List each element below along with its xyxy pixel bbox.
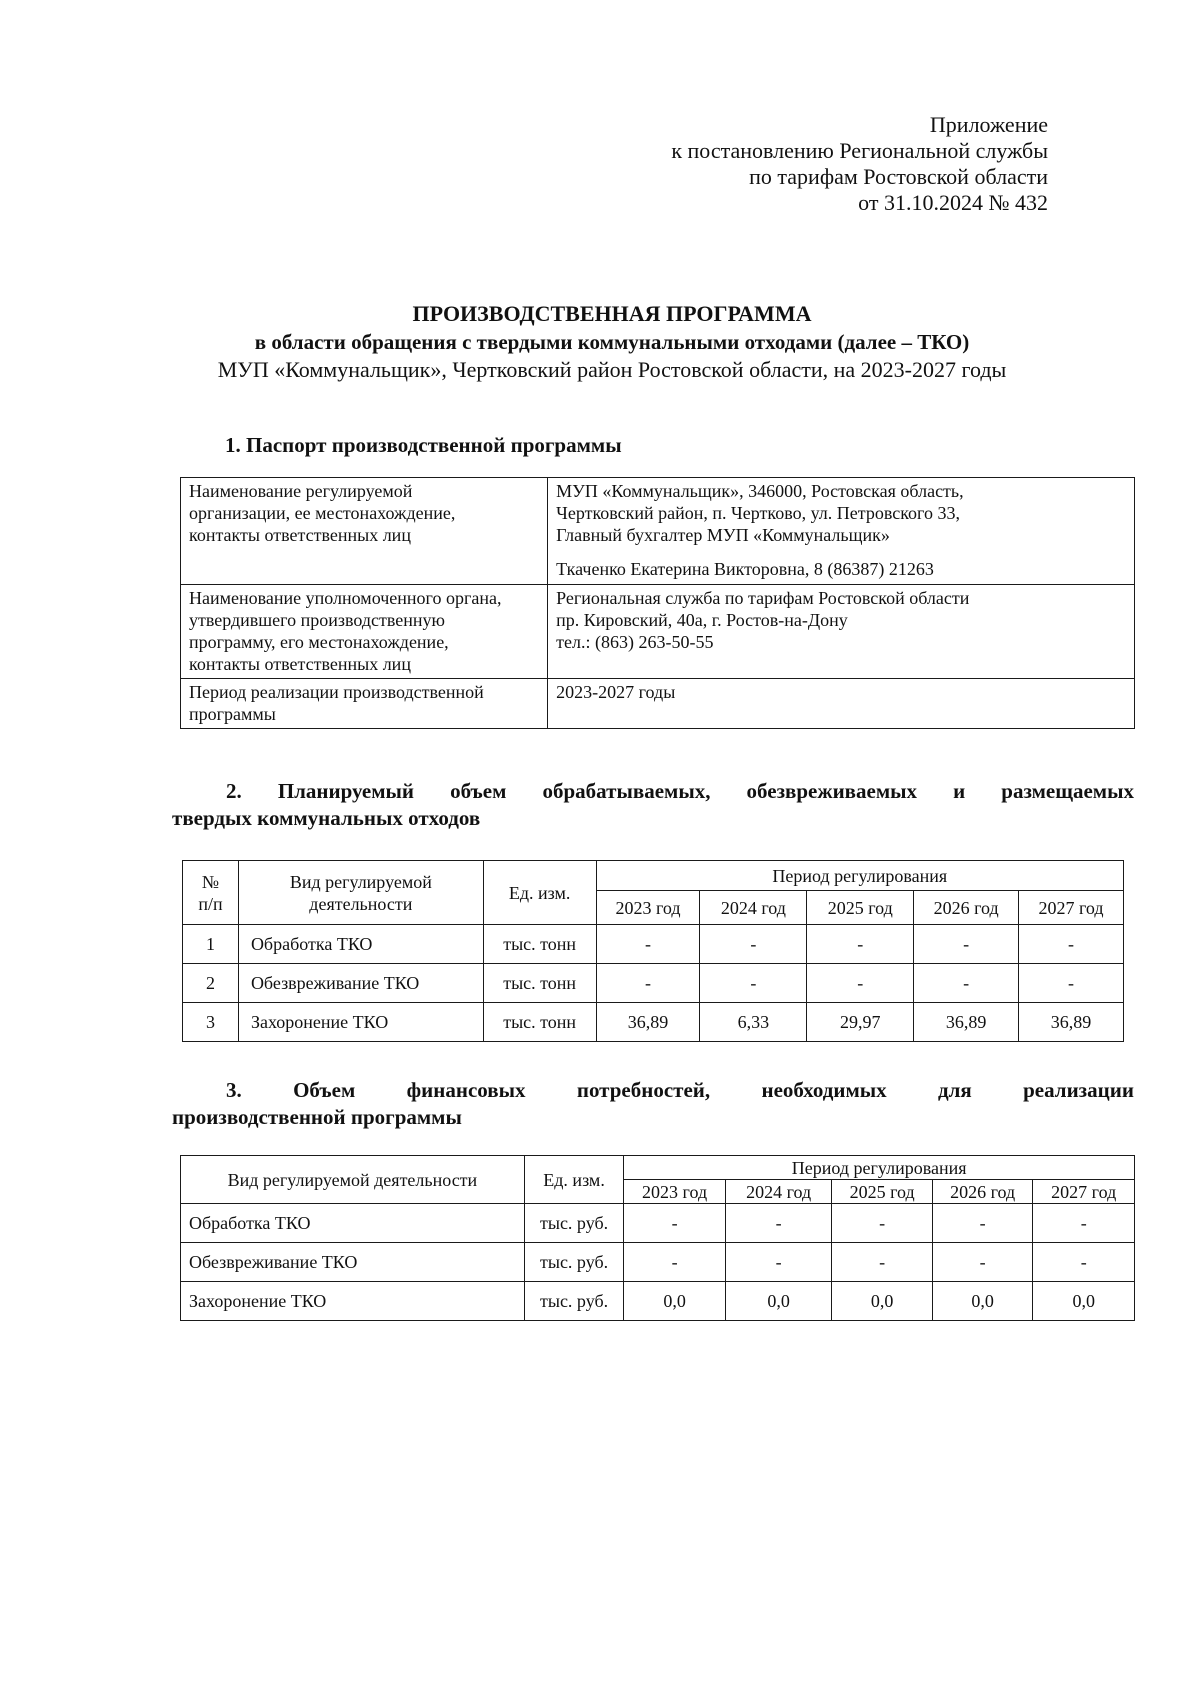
header-year: 2027 год	[1033, 1180, 1135, 1204]
cell-value: -	[807, 964, 914, 1003]
heading-word: 2.	[226, 779, 242, 803]
cell-value: -	[1019, 925, 1124, 964]
appendix-line: к постановлению Региональной службы	[671, 138, 1048, 163]
title-line-3: МУП «Коммунальщик», Чертковский район Ростовской области, на 2023-2027 годы	[217, 357, 1007, 382]
heading-word: обезвреживаемых	[746, 779, 918, 803]
cell-unit: тыс. тонн	[483, 964, 596, 1003]
cell-value: -	[914, 964, 1019, 1003]
table-row	[183, 1003, 1124, 1042]
cell-num: 1	[183, 925, 239, 964]
passport-value-cell	[548, 679, 1135, 729]
table-header-row	[181, 1156, 1135, 1180]
cell-value: -	[700, 964, 807, 1003]
appendix-header	[488, 112, 1048, 216]
heading-word: финансовых	[406, 1078, 526, 1102]
cell-line: Ткаченко Екатерина Викторовна, 8 (86387) 21263	[556, 559, 934, 579]
cell-activity: Обезвреживание ТКО	[181, 1243, 525, 1282]
cell-unit: тыс. руб.	[524, 1282, 624, 1321]
cell-unit: тыс. руб.	[524, 1243, 624, 1282]
title-line-2: в области обращения с твердыми коммунальными отходами (далее – ТКО)	[254, 330, 970, 354]
cell-value: 29,97	[807, 1003, 914, 1042]
cell-value: -	[932, 1243, 1033, 1282]
cell-value: -	[1019, 964, 1124, 1003]
table-row	[181, 679, 1135, 729]
cell-line: утвердившего производственную	[189, 610, 445, 630]
appendix-line: Приложение	[929, 112, 1048, 137]
table-row	[181, 1204, 1135, 1243]
header-unit: Ед. изм.	[483, 861, 596, 925]
cell-line: МУП «Коммунальщик», 346000, Ростовская область,	[556, 481, 964, 501]
cell-value: 36,89	[1019, 1003, 1124, 1042]
cell-activity: Захоронение ТКО	[238, 1003, 483, 1042]
title-line-1: ПРОИЗВОДСТВЕННАЯ ПРОГРАММА	[412, 301, 812, 326]
header-year: 2026 год	[914, 891, 1019, 925]
table-row	[181, 1243, 1135, 1282]
cell-line: организации, ее местонахождение,	[189, 503, 456, 523]
cell-value: 36,89	[914, 1003, 1019, 1042]
passport-label-cell	[181, 679, 548, 729]
heading-word: объем	[450, 779, 507, 803]
heading-line-1	[172, 1077, 1134, 1104]
cell-value: 0,0	[1033, 1282, 1135, 1321]
cell-line: Региональная служба по тарифам Ростовской области	[556, 588, 970, 608]
cell-line: контакты ответственных лиц	[189, 654, 411, 674]
header-activity: Вид регулируемой деятельности	[181, 1156, 525, 1204]
cell-activity: Обезвреживание ТКО	[238, 964, 483, 1003]
cell-line: 2023-2027 годы	[556, 682, 676, 702]
heading-word: реализации	[1023, 1078, 1134, 1102]
header-year: 2023 год	[624, 1180, 726, 1204]
header-text: п/п	[198, 893, 223, 914]
cell-value: -	[596, 925, 700, 964]
header-year: 2024 год	[700, 891, 807, 925]
header-num	[183, 861, 239, 925]
cell-line: тел.: (863) 263-50-55	[556, 632, 714, 652]
cell-value: 36,89	[596, 1003, 700, 1042]
header-period: Период регулирования	[624, 1156, 1135, 1180]
cell-activity: Обработка ТКО	[238, 925, 483, 964]
header-year: 2027 год	[1019, 891, 1124, 925]
cell-value: -	[832, 1204, 933, 1243]
cell-line: Наименование регулируемой	[189, 481, 413, 501]
cell-line: пр. Кировский, 40а, г. Ростов-на-Дону	[556, 610, 848, 630]
heading-word: для	[937, 1078, 972, 1102]
cell-value: 0,0	[932, 1282, 1033, 1321]
appendix-line: от 31.10.2024 № 432	[858, 190, 1048, 215]
cell-value: 0,0	[624, 1282, 726, 1321]
heading-word: 3.	[226, 1078, 242, 1102]
header-year: 2025 год	[832, 1180, 933, 1204]
cell-value: 0,0	[725, 1282, 832, 1321]
header-year: 2023 год	[596, 891, 700, 925]
passport-label-cell	[181, 478, 548, 585]
cell-value: -	[932, 1204, 1033, 1243]
passport-value-cell	[548, 585, 1135, 679]
header-period: Период регулирования	[596, 861, 1123, 891]
cell-line: Период реализации производственной	[189, 682, 484, 702]
section-2-heading	[172, 778, 1134, 832]
heading-line-2: твердых коммунальных отходов	[172, 806, 481, 830]
cell-value: -	[596, 964, 700, 1003]
cell-value: -	[1033, 1243, 1135, 1282]
header-year: 2025 год	[807, 891, 914, 925]
cell-line: Чертковский район, п. Чертково, ул. Петровского 33,	[556, 503, 960, 523]
heading-line-2: производственной программы	[172, 1105, 462, 1129]
cell-value: -	[807, 925, 914, 964]
table-row	[183, 964, 1124, 1003]
cell-unit: тыс. тонн	[483, 925, 596, 964]
cell-value: -	[725, 1243, 832, 1282]
heading-line-1	[172, 778, 1134, 805]
heading-word: потребностей,	[576, 1078, 711, 1102]
heading-word: и	[953, 779, 966, 803]
table-row	[181, 1282, 1135, 1321]
cell-line: программу, его местонахождение,	[189, 632, 449, 652]
cell-activity: Захоронение ТКО	[181, 1282, 525, 1321]
cell-unit: тыс. тонн	[483, 1003, 596, 1042]
cell-num: 2	[183, 964, 239, 1003]
passport-table	[180, 477, 1135, 729]
table-row	[181, 585, 1135, 679]
heading-word: обрабатываемых,	[542, 779, 711, 803]
table-header-row	[183, 861, 1124, 891]
heading-word: Объем	[293, 1078, 356, 1102]
heading-word: необходимых	[761, 1078, 887, 1102]
document-title	[172, 300, 1052, 384]
cell-value: -	[700, 925, 807, 964]
cell-line: Главный бухгалтер МУП «Коммунальщик»	[556, 525, 890, 545]
cell-value: -	[624, 1243, 726, 1282]
cell-activity: Обработка ТКО	[181, 1204, 525, 1243]
cell-num: 3	[183, 1003, 239, 1042]
table-row	[183, 925, 1124, 964]
cell-line: Наименование уполномоченного органа,	[189, 588, 502, 608]
appendix-line: по тарифам Ростовской области	[749, 164, 1048, 189]
cell-unit: тыс. руб.	[524, 1204, 624, 1243]
volume-table	[182, 860, 1124, 1042]
header-text: Вид регулируемой	[289, 871, 432, 892]
header-text: деятельности	[309, 893, 413, 914]
header-text: №	[201, 871, 220, 892]
cell-value: -	[832, 1243, 933, 1282]
cell-value: -	[725, 1204, 832, 1243]
header-year: 2024 год	[725, 1180, 832, 1204]
section-3-heading	[172, 1077, 1134, 1131]
cell-value: -	[1033, 1204, 1135, 1243]
heading-word: размещаемых	[1001, 779, 1134, 803]
passport-value-cell	[548, 478, 1135, 585]
header-activity	[238, 861, 483, 925]
section-1-heading: 1. Паспорт производственной программы	[225, 433, 622, 457]
cell-value: -	[624, 1204, 726, 1243]
header-unit: Ед. изм.	[524, 1156, 624, 1204]
finance-table	[180, 1155, 1135, 1321]
cell-line: программы	[189, 704, 276, 724]
cell-value: 0,0	[832, 1282, 933, 1321]
cell-value: -	[914, 925, 1019, 964]
heading-word: Планируемый	[277, 779, 415, 803]
header-year: 2026 год	[932, 1180, 1033, 1204]
cell-value: 6,33	[700, 1003, 807, 1042]
cell-line: контакты ответственных лиц	[189, 525, 411, 545]
table-row	[181, 478, 1135, 585]
passport-label-cell	[181, 585, 548, 679]
